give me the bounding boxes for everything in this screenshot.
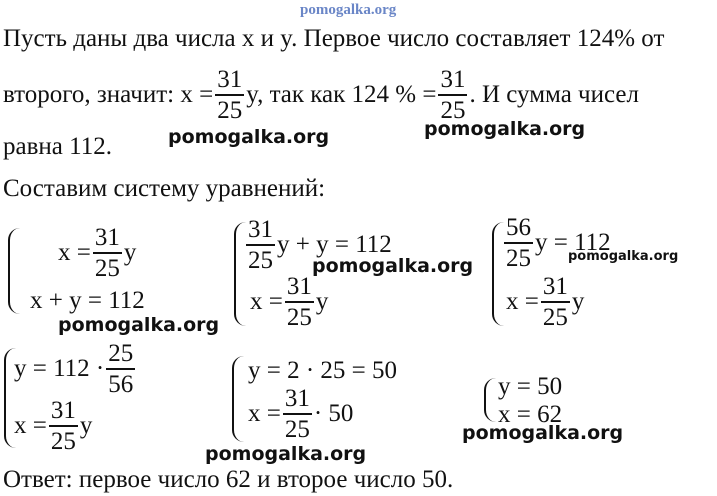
system-2-eq-1: y + y = 112	[277, 231, 392, 258]
text-line-2-part-c: . И сумма чисел	[469, 81, 639, 108]
text-line-2-part-b: y, так как 124 % =	[246, 81, 437, 108]
system-6-row-1: y = 50	[498, 373, 563, 400]
fraction-31-25: $\frac{31}{25}$	[94, 224, 120, 282]
system-2-eq-2-right: y	[315, 288, 329, 315]
fraction-31-25: $\frac{31}{25}$	[284, 385, 310, 443]
system-brace	[232, 356, 244, 442]
watermark: pomogalka.org	[205, 443, 367, 465]
fraction-31-25: $\frac{31}{25}$	[217, 66, 243, 124]
system-5-row-1: y = 2 · 25 = 50	[248, 357, 398, 384]
fraction-25-56: $\frac{25}{56}$	[108, 340, 134, 398]
watermark: pomogalka.org	[568, 249, 679, 264]
fraction-31-25: $\frac{31}{25}$	[440, 66, 466, 124]
system-brace	[484, 378, 496, 422]
system-3-eq-2-right: y	[571, 288, 585, 315]
system-4-row-2	[14, 397, 93, 455]
fraction-31-25: $\frac{31}{25}$	[286, 273, 312, 331]
system-6-row-2: x = 62	[498, 401, 563, 428]
system-3-row-2	[506, 273, 585, 331]
system-4-eq-2-left: x =	[14, 412, 47, 439]
text-line-3: равна 112.	[3, 133, 112, 160]
fraction-31-25: $\frac{31}{25}$	[542, 273, 568, 331]
watermark-top: pomogalka.org	[300, 2, 397, 18]
system-5-eq-2-left: x =	[248, 400, 281, 427]
system-1-eq-1-right: y	[123, 239, 137, 266]
system-4-eq-2-right: y	[79, 412, 93, 439]
system-5-eq-2-right: · 50	[313, 400, 354, 427]
system-4-eq-1: y = 112 ·	[14, 355, 105, 382]
system-brace	[8, 228, 20, 314]
watermark: pomogalka.org	[424, 118, 586, 140]
system-1-row-1	[58, 224, 137, 282]
system-2-eq-2-left: x =	[250, 288, 283, 315]
system-1-row-2: x + y = 112	[30, 287, 145, 314]
system-3-eq-2-left: x =	[506, 288, 539, 315]
watermark: pomogalka.org	[462, 422, 624, 444]
text-line-2-part-a: второго, значит: x =	[3, 81, 214, 108]
watermark: pomogalka.org	[168, 126, 330, 148]
system-2-row-2	[250, 273, 329, 331]
system-1-eq-1-left: x =	[58, 239, 91, 266]
fraction-31-25: $\frac{31}{25}$	[50, 397, 76, 455]
system-5-row-2	[248, 385, 354, 443]
watermark: pomogalka.org	[58, 314, 220, 336]
fraction-31-25: $\frac{31}{25}$	[248, 216, 273, 274]
text-line-4: Составим систему уравнений:	[3, 175, 326, 202]
text-line-2	[3, 66, 639, 124]
answer-line: Ответ: первое число 62 и второе число 50.	[3, 466, 454, 493]
fraction-56-25: $\frac{56}{25}$	[506, 214, 531, 272]
text-line-1: Пусть даны два числа x и y. Первое число составляет 124% от	[3, 25, 665, 52]
system-3-eq-1: y = 112	[535, 229, 611, 256]
system-4-row-1	[14, 340, 137, 398]
watermark: pomogalka.org	[312, 255, 474, 277]
